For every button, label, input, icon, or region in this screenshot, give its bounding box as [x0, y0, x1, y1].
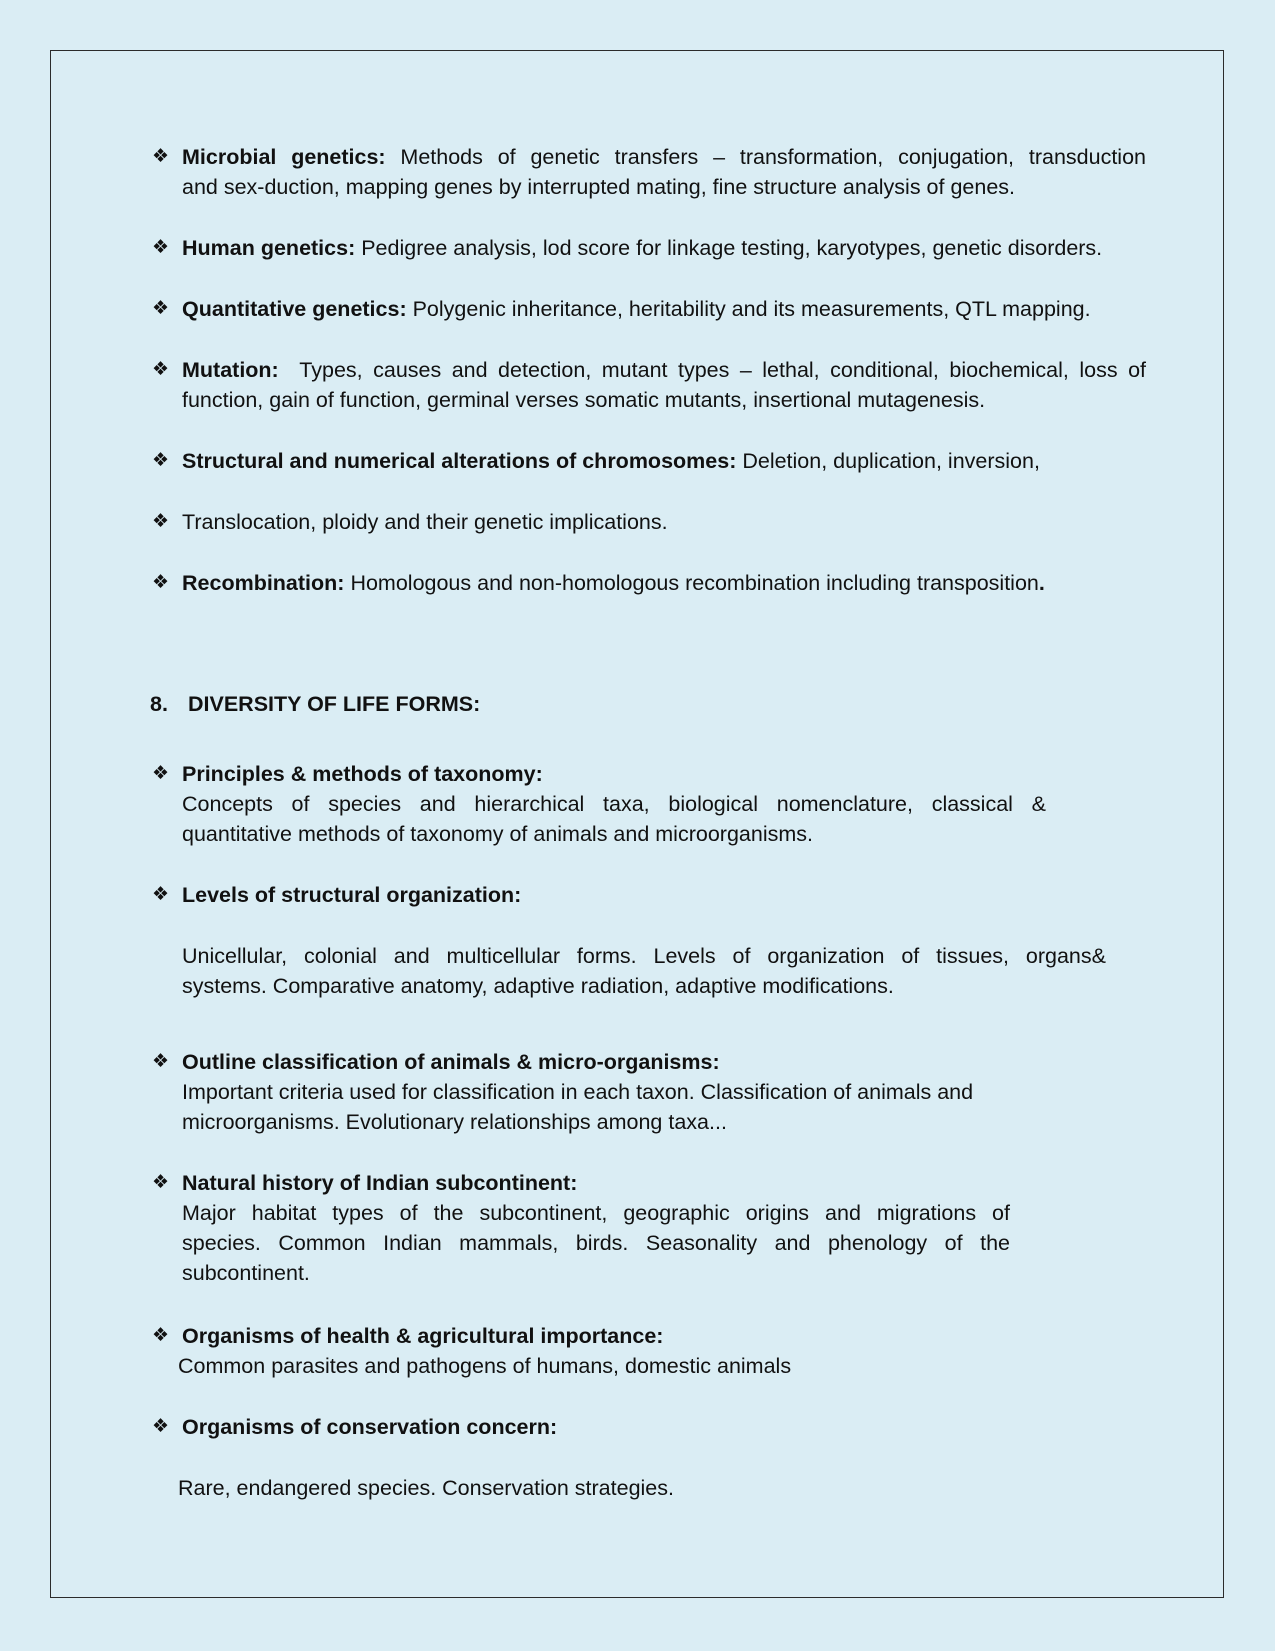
item-text: microorganisms. Evolutionary relationships among taxa... — [182, 1110, 727, 1134]
item-text: Major habitat types of the subcontinent, geographic origins and migrations of — [182, 1201, 1010, 1225]
item-label: Mutation: — [182, 358, 279, 382]
bullet-icon: ❖ — [152, 511, 170, 532]
list-item-microbial-genetics — [182, 142, 1146, 172]
item-text: function, gain of function, germinal verses somatic mutants, insertional mutagenesis. — [182, 388, 986, 412]
item-text: Concepts of species and hierarchical taxa, biological nomenclature, classical & — [182, 792, 1046, 816]
bullet-icon: ❖ — [152, 1325, 170, 1346]
item-text: Pedigree analysis, lod score for linkage testing, karyotypes, genetic disorders. — [361, 236, 1103, 260]
item-label: Recombination: — [182, 571, 345, 595]
item-text: Homologous and non-homologous recombination including transposition — [350, 571, 1039, 595]
item-text: Rare, endangered species. Conservation strategies. — [178, 1476, 674, 1500]
item-text: Methods of genetic transfers – transformation, conjugation, transduction — [400, 145, 1146, 169]
item-text: subcontinent. — [182, 1261, 310, 1285]
item-label: Structural and numerical alterations of chromosomes: — [182, 449, 737, 473]
item-text: Unicellular, colonial and multicellular forms. Levels of organization of tissues, organs& — [182, 944, 1106, 968]
item-label: Principles & methods of taxonomy: — [182, 762, 543, 786]
bullet-icon: ❖ — [152, 1051, 170, 1072]
list-item-chromosome-alterations — [182, 446, 1040, 476]
list-item-quantitative-genetics — [182, 294, 1091, 324]
list-item-mutation — [182, 355, 1146, 385]
item-text: and sex-duction, mapping genes by interrupted mating, fine structure analysis of genes. — [182, 175, 1016, 199]
list-item-recombination — [182, 568, 1045, 598]
item-label: Natural history of Indian subcontinent: — [182, 1171, 578, 1195]
item-label: Quantitative genetics: — [182, 297, 407, 321]
item-label: Organisms of health & agricultural importance: — [182, 1324, 664, 1348]
item-text: quantitative methods of taxonomy of animals and microorganisms. — [182, 822, 813, 846]
list-item-human-genetics — [182, 233, 1102, 263]
item-trailing: . — [1038, 571, 1045, 595]
item-text: Important criteria used for classification in each taxon. Classification of animals and — [182, 1080, 974, 1104]
item-label: Microbial genetics: — [182, 145, 386, 169]
bullet-icon: ❖ — [152, 298, 170, 319]
item-text: species. Common Indian mammals, birds. Seasonality and phenology of the — [182, 1231, 1010, 1255]
bullet-icon: ❖ — [152, 1172, 170, 1193]
bullet-icon: ❖ — [152, 884, 170, 905]
bullet-icon: ❖ — [152, 237, 170, 258]
list-item-translocation — [182, 507, 668, 537]
bullet-icon: ❖ — [152, 450, 170, 471]
item-label: Outline classification of animals & micro-organisms: — [182, 1050, 720, 1074]
item-label: Human genetics: — [182, 236, 356, 260]
item-text: Deletion, duplication, inversion, — [742, 449, 1040, 473]
item-text: Translocation, ploidy and their genetic implications. — [182, 510, 668, 534]
item-text: systems. Comparative anatomy, adaptive radiation, adaptive modifications. — [182, 974, 894, 998]
item-text: Types, causes and detection, mutant types – lethal, conditional, biochemical, loss of — [299, 358, 1146, 382]
section-heading — [150, 689, 480, 719]
bullet-icon: ❖ — [152, 359, 170, 380]
bullet-icon: ❖ — [152, 1416, 170, 1437]
item-text: Common parasites and pathogens of humans, domestic animals — [178, 1354, 792, 1378]
item-label: Organisms of conservation concern: — [182, 1415, 558, 1439]
section-number: 8. — [150, 692, 168, 716]
item-text: Polygenic inheritance, heritability and its measurements, QTL mapping. — [412, 297, 1091, 321]
section-title: DIVERSITY OF LIFE FORMS: — [188, 692, 481, 716]
bullet-icon: ❖ — [152, 763, 170, 784]
item-label: Levels of structural organization: — [182, 883, 522, 907]
bullet-icon: ❖ — [152, 146, 170, 167]
bullet-icon: ❖ — [152, 572, 170, 593]
